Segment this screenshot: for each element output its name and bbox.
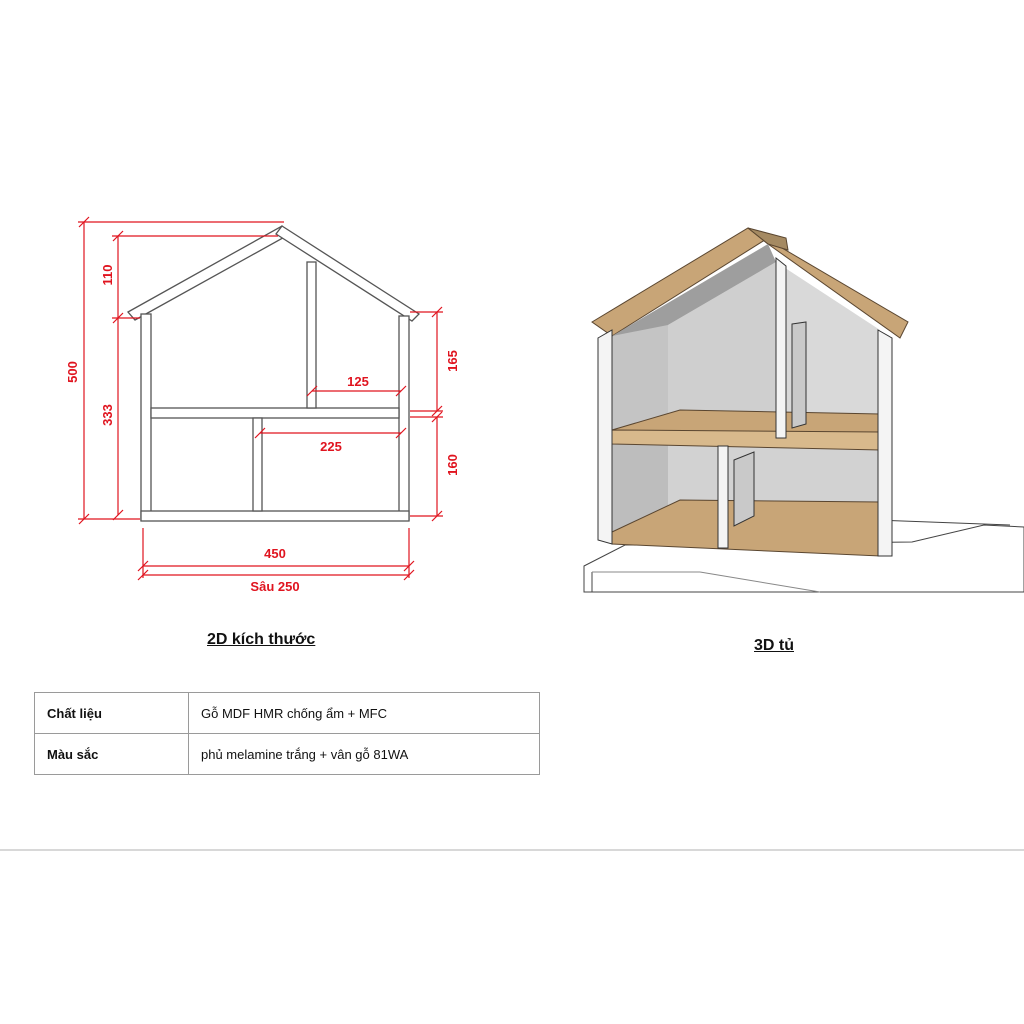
right-wall bbox=[878, 330, 892, 556]
dim-total-height: 500 bbox=[65, 361, 80, 383]
dim-lower-right-height: 160 bbox=[445, 454, 460, 476]
dim-width: 450 bbox=[264, 546, 286, 561]
dim-lower-right-width: 225 bbox=[320, 439, 342, 454]
dim-upper-right-width: 125 bbox=[347, 374, 369, 389]
caption-3d: 3D tủ bbox=[754, 637, 794, 654]
spec-value-material: Gỗ MDF HMR chống ẩm + MFC bbox=[189, 693, 540, 734]
spec-key-color: Màu sắc bbox=[35, 734, 189, 775]
table-row bbox=[35, 693, 540, 734]
table-row bbox=[35, 734, 540, 775]
dim-upper-right-height: 165 bbox=[445, 350, 460, 372]
spec-table bbox=[34, 692, 540, 775]
upper-partition bbox=[776, 258, 786, 438]
lower-door-opening bbox=[734, 452, 754, 526]
dim-wall-height: 333 bbox=[100, 404, 115, 426]
lower-partition bbox=[718, 446, 728, 548]
dim-roof-height: 110 bbox=[100, 264, 115, 286]
upper-door-opening bbox=[792, 322, 806, 428]
left-wall bbox=[598, 330, 612, 544]
dim-depth: Sâu 250 bbox=[250, 579, 300, 594]
caption-2d: 2D kích thước bbox=[207, 631, 316, 648]
spec-value-color: phủ melamine trắng + vân gỗ 81WA bbox=[189, 734, 540, 775]
spec-key-material: Chất liệu bbox=[35, 693, 189, 734]
divider bbox=[0, 849, 1024, 851]
